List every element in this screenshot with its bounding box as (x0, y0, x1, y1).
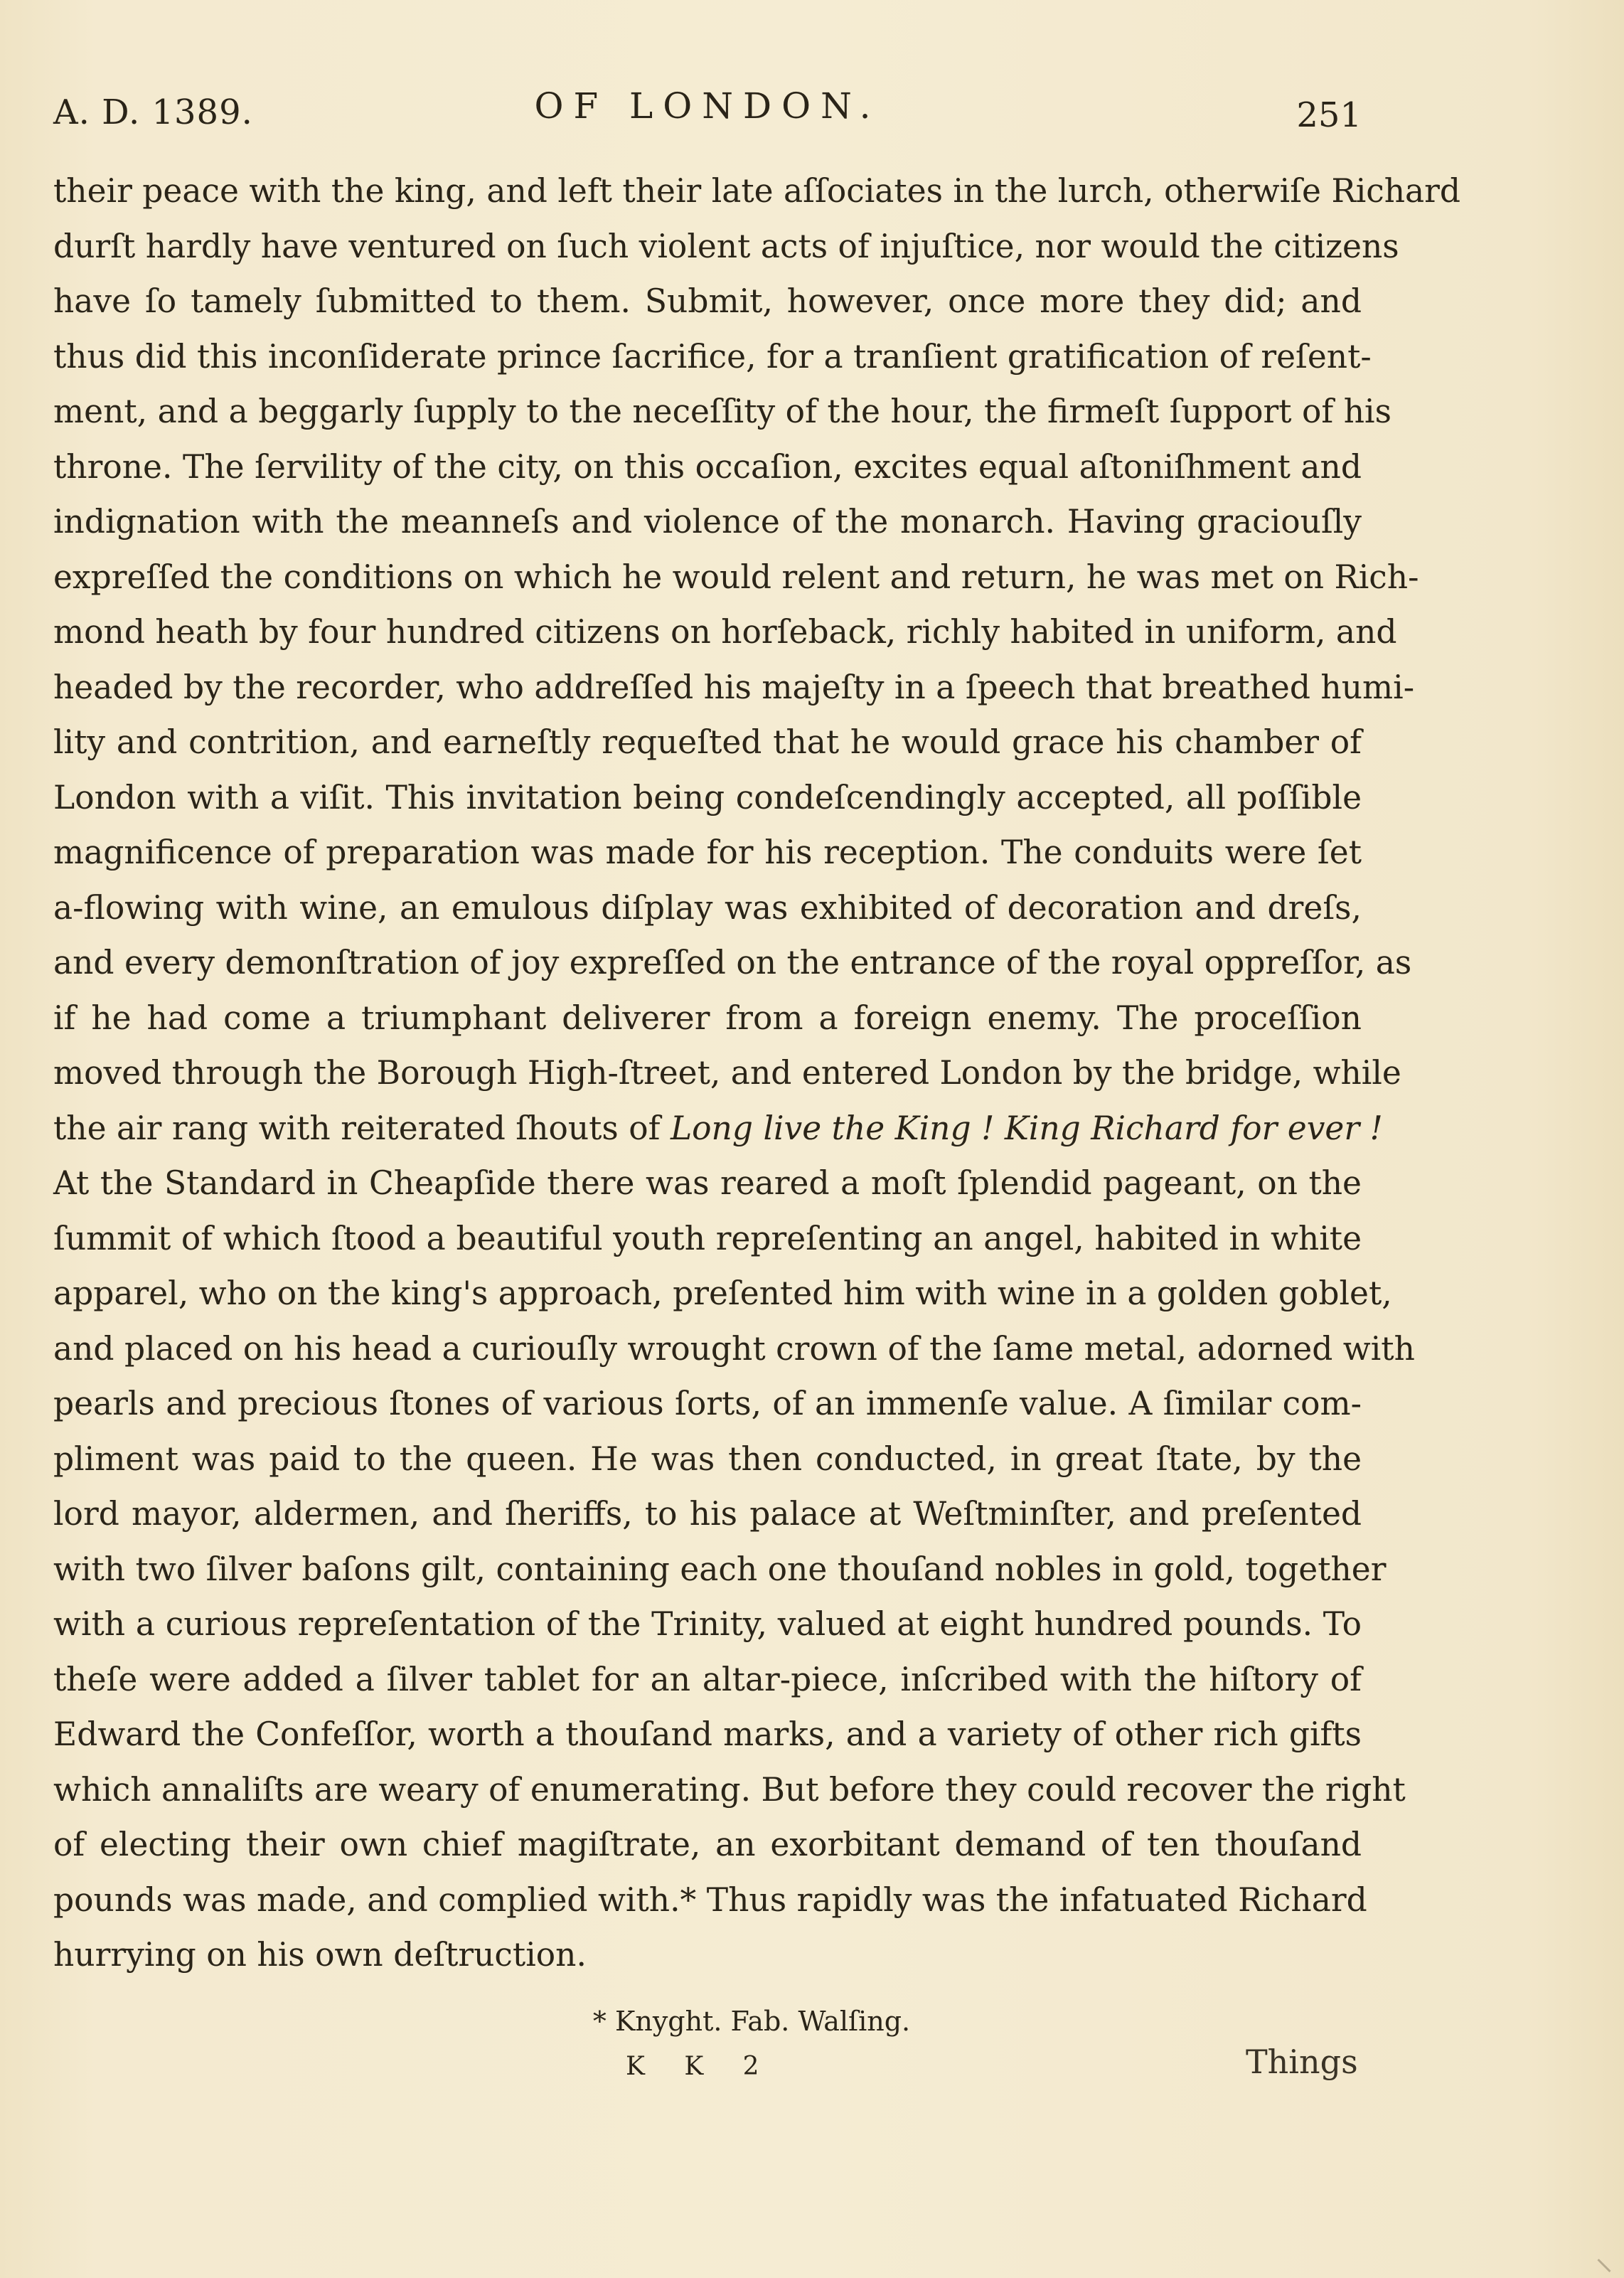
page-number: 251 (1296, 95, 1362, 135)
text-line: of electing their own chief magiſtrate, an exorbitant demand of ten thouſand (53, 1826, 1362, 1863)
text-line: apparel, who on the king's approach, preſented him with wine in a golden goblet, (53, 1274, 1392, 1312)
text-line: their peace with the king, and left their late aſſociates in the lurch, otherwiſe Richard (53, 172, 1461, 210)
text-line: lity and contrition, and earneſtly requeſted that he would grace his chamber of (53, 723, 1362, 761)
running-header (53, 85, 1362, 135)
text-line: mond heath by four hundred citizens on horſeback, richly habited in uniform, and (53, 613, 1397, 651)
text-line: moved through the Borough High-ſtreet, and entered London by the bridge, while (53, 1054, 1401, 1092)
text-line: durſt hardly have ventured on ſuch violent acts of injuſtice, nor would the citizens (53, 227, 1399, 265)
text-line: Edward the Confeſſor, worth a thouſand marks, and a variety of other rich gifts (53, 1715, 1362, 1753)
body-text (53, 164, 1461, 1983)
text-line: and placed on his head a curiouſly wrought crown of the ſame metal, adorned with (53, 1329, 1415, 1368)
text-line: ſummit of which ſtood a beautiful youth repreſenting an angel, habited in white (53, 1219, 1362, 1257)
signature-mark: K K 2 (626, 2052, 775, 2081)
text-line-shouts (53, 1101, 1383, 1156)
shouts-italic: Long live the King ! King Richard for ever ! (670, 1109, 1383, 1147)
text-line: pliment was paid to the queen. He was then conducted, in great ſtate, by the (53, 1439, 1362, 1478)
text-line: London with a viſit. This invitation being condeſcendingly accepted, all poſſible (53, 778, 1362, 816)
footnote (0, 2006, 1624, 2037)
catchword: Things (1246, 2043, 1358, 2081)
text-line: indignation with the meanneſs and violence of the monarch. Having graciouſly (53, 503, 1362, 541)
text-line: thus did this inconſiderate prince ſacrifice, for a tranſient gratification of reſent- (53, 337, 1372, 376)
header-year: A. D. 1389. (53, 92, 253, 132)
text-line: with two ſilver baſons gilt, containing each one thouſand nobles in gold, together (53, 1550, 1387, 1588)
text-line-last: hurrying on his own deſtruction. (53, 1936, 587, 1974)
shouts-lead: the air rang with reiterated ſhouts of (53, 1109, 671, 1147)
text-line: magnificence of preparation was made for his reception. The conduits were ſet (53, 834, 1362, 871)
text-line: a-flowing with wine, an emulous diſplay was exhibited of decoration and dreſs, (53, 888, 1362, 927)
text-line: with a curious repreſentation of the Trinity, valued at eight hundred pounds. To (53, 1605, 1362, 1643)
text-line: and every demonſtration of joy expreſſed on the entrance of the royal oppreſſor, as (53, 944, 1412, 981)
text-line: pounds was made, and complied with.* Thus rapidly was the infatuated Richard (53, 1880, 1367, 1919)
text-line: which annaliſts are weary of enumerating. But before they could recover the right (53, 1770, 1406, 1809)
text-line: expreſſed the conditions on which he would relent and return, he was met on Rich- (53, 558, 1419, 596)
footnote-text: * Knyght. Fab. Walſing. (592, 2006, 911, 2037)
text-line: throne. The ſervility of the city, on this occaſion, excites equal aſtoniſhment and (53, 447, 1362, 486)
text-line: have ſo tamely ſubmitted to them. Submit, however, once more they did; and (53, 282, 1362, 320)
text-line: headed by the recorder, who addreſſed his majeſty in a ſpeech that breathed humi- (53, 668, 1415, 706)
page-corner-mark (1597, 2247, 1623, 2272)
header-title: OF LONDON. (534, 85, 881, 127)
text-line: if he had come a triumphant deliverer from a foreign enemy. The proceſſion (53, 999, 1362, 1037)
text-line: theſe were added a ſilver tablet for an altar-piece, inſcribed with the hiſtory of (53, 1660, 1362, 1698)
text-line: ment, and a beggarly ſupply to the neceſſity of the hour, the firmeſt ſupport of his (53, 393, 1391, 430)
text-line: pearls and precious ſtones of various ſorts, of an immenſe value. A ſimilar com- (53, 1385, 1362, 1422)
text-line: At the Standard in Cheapſide there was reared a moſt ſplendid pageant, on the (53, 1164, 1362, 1202)
text-line: lord mayor, aldermen, and ſheriffs, to his palace at Weſtminſter, and preſented (53, 1495, 1362, 1533)
